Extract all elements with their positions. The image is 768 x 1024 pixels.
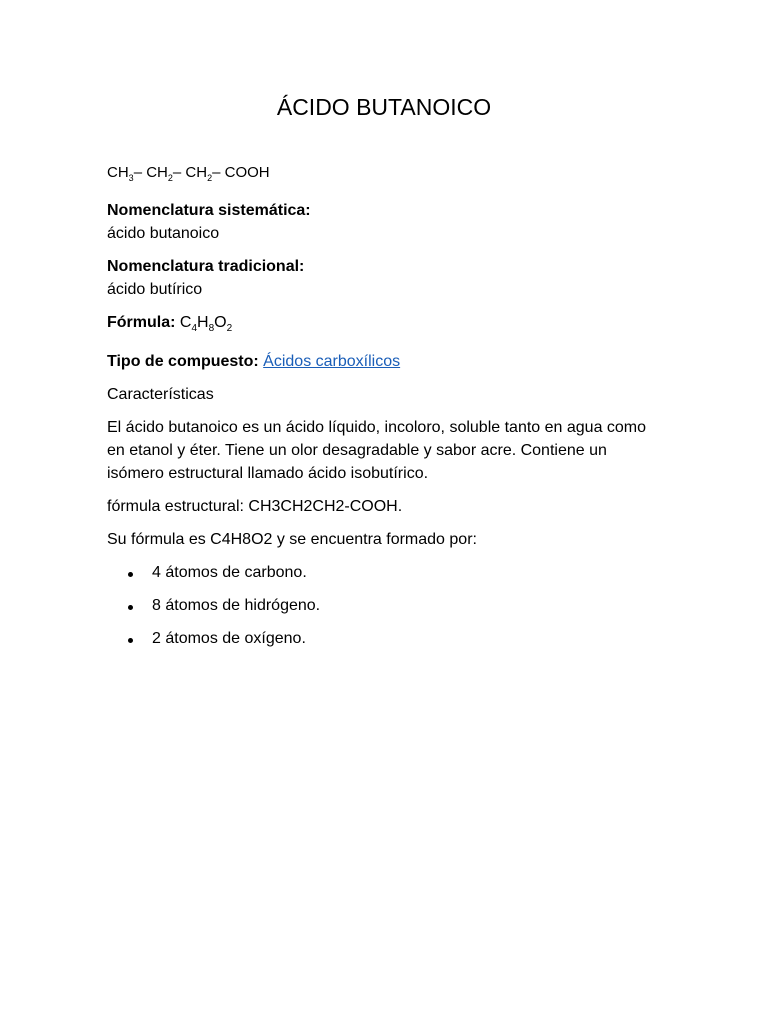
list-item-text: 4 átomos de carbono. [152, 564, 307, 582]
cooh-group-text: COOH [224, 164, 270, 181]
ch2-subscript: 2 [167, 173, 173, 183]
ch2-group-text: CH [185, 164, 208, 181]
list-item-text: 8 átomos de hidrógeno. [152, 597, 321, 615]
carboxylic-acids-link[interactable]: Ácidos carboxílicos [263, 353, 401, 371]
bullet-icon [128, 605, 133, 610]
list-item [107, 561, 667, 584]
formula-c: C [179, 314, 192, 331]
structural-formula [107, 162, 667, 189]
structural-formula-text: fórmula estructural: CH3CH2CH2-COOH. [107, 498, 403, 516]
molecular-formula [107, 311, 667, 340]
ch3-group-text: CH [107, 164, 129, 181]
description-paragraph: El ácido butanoico es un ácido líquido, incoloro, soluble tanto en agua como en etanol y éter. Tiene un olor desagradable y sabor acre. Contiene un isómero estructural llamado ácido isobutírico. [107, 419, 647, 483]
document-body [107, 162, 667, 660]
systematic-nomenclature [107, 199, 667, 245]
composition-intro: Su fórmula es C4H8O2 y se encuentra formado por: [107, 531, 477, 549]
bullet-icon [128, 638, 133, 643]
list-item [107, 627, 667, 650]
list-item-text: 2 átomos de oxígeno. [152, 630, 306, 648]
ch3-subscript: 3 [128, 173, 134, 183]
compound-type-label: Tipo de compuesto: [107, 353, 259, 371]
atom-list [107, 561, 667, 650]
compound-type [107, 350, 667, 373]
formula-o-subscript: 2 [226, 323, 233, 335]
page-title: ÁCIDO BUTANOICO [276, 94, 492, 120]
formula-h: H [197, 314, 209, 331]
formula-h-subscript: 8 [208, 323, 215, 335]
bond-dash: – [212, 164, 221, 181]
traditional-label: Nomenclatura tradicional: [107, 258, 305, 275]
formula-label: Fórmula: [107, 314, 176, 331]
formula-o: O [214, 314, 227, 331]
formula-c-subscript: 4 [191, 323, 198, 335]
bullet-icon [128, 572, 133, 577]
systematic-label: Nomenclatura sistemática: [107, 202, 311, 219]
bond-dash: – [172, 164, 182, 181]
traditional-nomenclature [107, 255, 667, 301]
bond-dash: – [133, 164, 143, 181]
systematic-value: ácido butanoico [107, 225, 220, 242]
ch2-group-text: CH [146, 164, 168, 181]
characteristics-heading: Características [107, 386, 214, 404]
ch2-subscript: 2 [207, 173, 213, 183]
list-item [107, 594, 667, 617]
traditional-value: ácido butírico [107, 281, 203, 298]
